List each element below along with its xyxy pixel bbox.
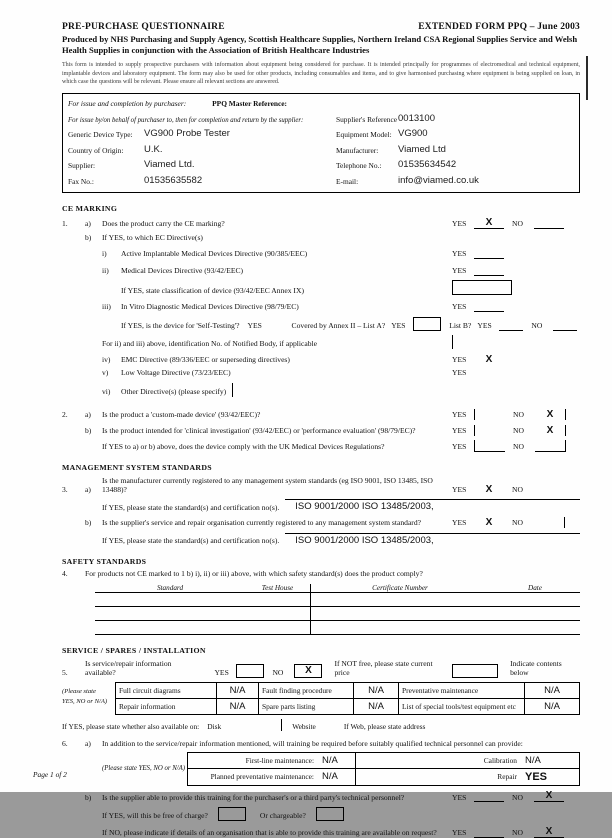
page-title: PRE-PURCHASE QUESTIONNAIRE: [62, 22, 225, 32]
question-1b-ii: ii) Medical Devices Directive (93/42/EEC) YES: [62, 264, 580, 276]
col-standard: Standard: [156, 584, 184, 593]
issue-by-purchaser-label: For issue and completion by purchaser:: [68, 99, 187, 109]
divider: [281, 719, 282, 731]
supplier-reference-label: Supplier's Reference: [336, 114, 398, 124]
website-option: Website: [292, 721, 316, 731]
question-2a: 2. a) Is the product a 'custom-made device' (93/42/EEC)? YES NO X: [62, 409, 580, 420]
planned-maintenance-value: N/A: [318, 769, 356, 785]
q2a-no-mark: X: [535, 409, 566, 420]
q5-no-mark: X: [294, 664, 322, 678]
fax-label: Fax No.:: [68, 176, 94, 186]
section-management-standards: MANAGEMENT SYSTEM STANDARDS: [62, 463, 212, 473]
service-contents-table-wrap: [62, 682, 580, 715]
question-6a: 6. a) In addition to the service/repair information mentioned, will training be required before suitably qualified technical personnel can provide:: [62, 738, 523, 748]
q1a-no-slot: [534, 217, 564, 229]
col-date: Date: [528, 584, 542, 593]
section-ce-marking: CE MARKING: [62, 203, 118, 213]
q2b-no-mark: X: [535, 425, 566, 436]
spare-parts-value: N/A: [353, 699, 398, 714]
supplier-reference-row: [68, 113, 573, 124]
reference-box: [62, 93, 580, 193]
q1biv-yes-mark: X: [485, 353, 493, 365]
question-6c: If NO, please indicate if details of an organisation that is able to provide this training are available on request? YES NO X: [62, 826, 580, 838]
q2c-no-slot: [535, 440, 566, 452]
state-yes-no-na-note: (Please state YES, NO or N/A): [102, 765, 186, 773]
generic-device-type-label: Generic Device Type:: [68, 130, 133, 140]
q2b-yes-slot: [474, 425, 505, 436]
q3b-yes-mark: X: [485, 517, 493, 529]
question-1b-iv: iv) EMC Directive (89/336/EEC or superseding directives) YES X: [62, 354, 580, 365]
field-row: [68, 159, 573, 170]
disk-option: Disk: [207, 721, 222, 731]
supplier-reference-value: 0013100: [398, 112, 435, 124]
availability-row: If YES, please state whether also available on: Disk Website If Web, please state address: [62, 719, 580, 731]
question-4: 4. For products not CE marked to 1 b) i), ii) or iii) above, with which safety standard(s) does the product comply?: [62, 569, 423, 579]
email-label: E-mail:: [336, 176, 359, 186]
fault-finding-value: N/A: [353, 683, 398, 698]
q5-yes-box: [236, 664, 264, 678]
col-certificate-number: Certificate Number: [372, 584, 428, 593]
section-service-spares: SERVICE / SPARES / INSTALLATION: [62, 646, 206, 656]
question-1b-iii-selftest: If YES, is the device for 'Self-Testing'? YES Covered by Annex II – List A? YES List B? YES NO: [62, 317, 580, 331]
issue-to-supplier-label: For issue by/on behalf of purchaser to, then for completion and return by the supplier:: [68, 116, 304, 124]
telephone-label: Telephone No.:: [336, 161, 382, 171]
question-1a: 1. a) Does the product carry the CE marking? YES X NO: [62, 217, 580, 229]
q3a-standards-value: ISO 9001/2000 ISO 13485/2003,: [285, 499, 580, 512]
q1biii-yes-slot: [474, 300, 504, 312]
telephone-value: 01535634542: [398, 159, 457, 171]
field-row: [68, 128, 573, 139]
question-1b-iii: iii) In Vitro Diagnostic Medical Devices Directive (98/79/EC) YES: [62, 300, 580, 312]
q3b-no-slot: [534, 517, 565, 528]
table-row: [95, 620, 580, 634]
title-bar: [62, 22, 580, 32]
table-row: First-line maintenance: N/A Calibration N/A: [188, 753, 579, 768]
calibration-value: N/A: [525, 754, 541, 766]
table-divider: [310, 584, 311, 635]
question-1b-ii-classification: If YES, state classification of device (93/42/EEC Annex IX): [62, 280, 580, 295]
intro-paragraph: This form is intended to supply prospective purchasers with information about equipment being considered for purchase. It is intended principally for programmes of electromedical and technical equipment, implantable devices and laboratory equipment. The form may also be used for other products, including consumables and items, and to give harmonised purchasing where equipment is being supplied on loan, in which case the questions will be relevant. Please ensure all relevant sections are answered.: [62, 62, 580, 86]
q3b-standards-value: ISO 9001/2000 ISO 13485/2003,: [285, 533, 580, 546]
annex2-lista-box: [413, 317, 441, 331]
q1bi-yes-slot: [474, 247, 504, 259]
purchaser-reference-row: [68, 99, 573, 108]
produced-by-statement: Produced by NHS Purchasing and Supply Agency, Scottish Healthcare Supplies, Northern Ireland CSA Regional Supplies Service and Welsh Health Supplies in conjunction with the Association of British Healthcare Industries: [62, 34, 578, 55]
notified-body-row: For ii) and iii) above, identification No. of Notified Body, if applicable: [62, 335, 580, 349]
manufacturer-value: Viamed Ltd: [398, 143, 446, 155]
equipment-model-value: VG900: [398, 128, 428, 140]
question-1b-vi: vi) Other Directive(s) (please specify): [62, 383, 580, 397]
table-row: Repair information N/A Spare parts listing N/A List of special tools/test equipment etc N/A: [116, 698, 579, 714]
field-row: [68, 175, 573, 186]
q1bii-yes-slot: [474, 264, 504, 276]
chargeable-box: [316, 807, 344, 821]
q6b-no-mark: X: [534, 790, 564, 802]
classification-box: [452, 280, 512, 295]
state-yes-no-na-note: (Please state YES, NO or N/A): [62, 687, 108, 705]
field-row: [68, 144, 573, 155]
preventative-maintenance-value: N/A: [524, 683, 579, 698]
ppq-master-reference-label: PPQ Master Reference:: [212, 99, 287, 109]
question-2c: If YES to a) or b) above, does the device comply with the UK Medical Devices Regulations? YES NO: [62, 440, 580, 452]
question-5: 5. Is service/repair information available? YES NO X If NOT free, please state current price Indicate contents below: [62, 659, 562, 677]
q1a-yes-mark: X: [474, 217, 504, 229]
page-number: Page 1 of 2: [33, 770, 67, 779]
listb-yes-slot: [499, 319, 523, 331]
free-of-charge-box: [218, 807, 246, 821]
other-directive-box: [232, 383, 233, 397]
q6c-no-mark: X: [534, 826, 564, 838]
safety-standards-table: [95, 584, 580, 635]
fax-value: 01535635582: [144, 174, 203, 186]
training-table: [187, 752, 580, 786]
first-line-maintenance-value: N/A: [318, 753, 356, 768]
q6c-yes-slot: [474, 826, 504, 838]
repair-information-value: N/A: [216, 699, 258, 714]
full-circuit-diagrams-value: N/A: [216, 683, 258, 698]
table-row: [95, 592, 580, 606]
table-row: Full circuit diagrams N/A Fault finding procedure N/A Preventative maintenance N/A: [116, 683, 579, 698]
question-6b: b) Is the supplier able to provide this training for the purchaser's or a third party's technical personnel? YES NO X: [62, 790, 580, 802]
question-1b-i: i) Active Implantable Medical Devices Directive (90/385/EEC) YES: [62, 247, 580, 259]
question-6b-charge: If YES, will this be free of charge? Or chargeable?: [62, 807, 580, 821]
q2c-yes-slot: [474, 440, 505, 452]
equipment-model-label: Equipment Model:: [336, 130, 392, 140]
question-3a: 3. a) Is the manufacturer currently registered to any management system standards (eg ISO 9001, ISO 13485, ISO 13488)? YES X NO: [62, 477, 580, 495]
listb-no-slot: [553, 319, 577, 331]
supplier-value: Viamed Ltd.: [144, 159, 195, 171]
table-bottom-rule: [95, 634, 580, 635]
q3a-yes-mark: X: [485, 483, 493, 495]
notified-body-box: [452, 335, 453, 349]
table-row: [95, 606, 580, 620]
supplier-label: Supplier:: [68, 161, 96, 171]
question-3b-standards: If YES, please state the standard(s) and certification no(s). ISO 9001/2000 ISO 13485/2003,: [62, 533, 580, 546]
question-1b: b) If YES, to which EC Directive(s): [85, 232, 203, 242]
country-of-origin-label: Country of Origin:: [68, 145, 124, 155]
q3a-no-slot: [534, 484, 564, 495]
scan-artifact-line: [586, 56, 588, 100]
question-2b: b) Is the product intended for 'clinical investigation' (93/42/EEC) or 'performance evaluation' (98/79/EC)? YES NO X: [62, 425, 580, 436]
q6b-yes-slot: [474, 790, 504, 802]
question-1b-v: v) Low Voltage Directive (73/23/EEC) YES: [102, 368, 467, 378]
col-test-house: Test House: [261, 584, 294, 593]
q2a-yes-slot: [474, 409, 505, 420]
email-value: info@viamed.co.uk: [398, 174, 479, 186]
question-3b: b) Is the supplier's service and repair organisation currently registered to any management system standard? YES X NO: [62, 517, 580, 528]
section-safety-standards: SAFETY STANDARDS: [62, 556, 147, 566]
form-version: EXTENDED FORM PPQ – June 2003: [418, 22, 580, 32]
special-tools-value: N/A: [524, 699, 579, 714]
generic-device-type-value: VG900 Probe Tester: [144, 128, 230, 140]
country-of-origin-value: U.K.: [144, 143, 163, 155]
manufacturer-label: Manufacturer:: [336, 145, 379, 155]
training-table-wrap: [62, 752, 580, 786]
question-3a-standards: If YES, please state the standard(s) and certification no(s). ISO 9001/2000 ISO 13485/2003,: [62, 499, 580, 512]
repair-training-value: YES: [525, 770, 548, 783]
table-row: Planned preventative maintenance: N/A Repair YES: [188, 768, 579, 785]
selftest-yes-slot: [270, 320, 284, 331]
current-price-box: [452, 664, 498, 678]
service-contents-table: [115, 682, 580, 715]
